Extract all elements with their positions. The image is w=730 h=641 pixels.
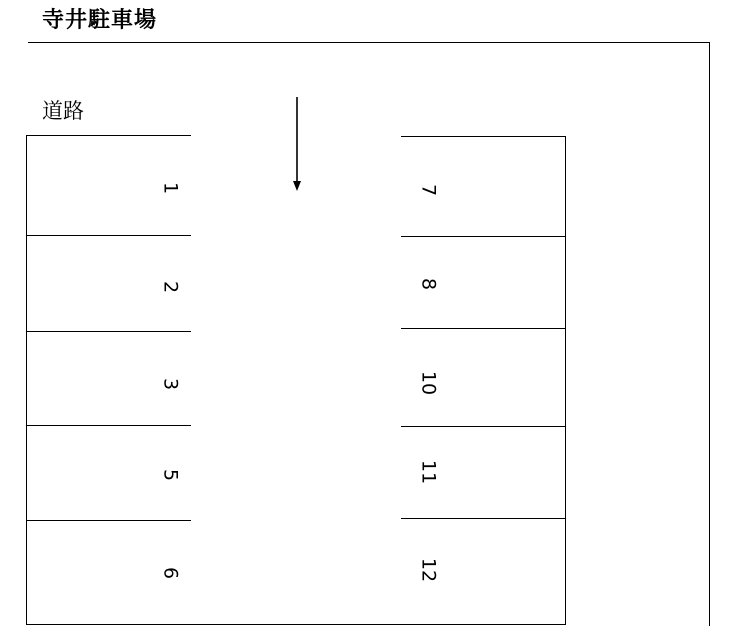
down-arrow-icon xyxy=(288,97,306,193)
right-block-outer-edge xyxy=(565,136,566,625)
space-number: 5 xyxy=(159,468,182,482)
space-number: 8 xyxy=(417,277,440,291)
space-number: 12 xyxy=(417,557,440,583)
space-number: 6 xyxy=(159,566,182,580)
space-number: 11 xyxy=(417,459,440,485)
space-number: 3 xyxy=(159,377,182,391)
space-number: 7 xyxy=(417,183,440,197)
lot-right-boundary xyxy=(709,42,710,626)
left-block-bottom xyxy=(26,624,566,625)
right-block-divider xyxy=(401,136,566,137)
space-number: 2 xyxy=(159,280,182,294)
right-block-divider xyxy=(401,236,566,237)
left-block-divider xyxy=(26,235,191,236)
left-block-divider xyxy=(26,135,191,136)
page-title: 寺井駐車場 xyxy=(42,8,158,33)
lot-top-boundary xyxy=(28,42,710,43)
space-number: 1 xyxy=(159,181,182,195)
right-block-divider xyxy=(401,426,566,427)
right-block-divider xyxy=(401,518,566,519)
left-block-outer-edge xyxy=(26,135,27,625)
left-block-divider xyxy=(26,520,191,521)
space-number: 10 xyxy=(417,370,440,396)
left-block-divider xyxy=(26,425,191,426)
right-block-divider xyxy=(401,328,566,329)
left-block-divider xyxy=(26,331,191,332)
road-label: 道路 xyxy=(42,99,84,123)
